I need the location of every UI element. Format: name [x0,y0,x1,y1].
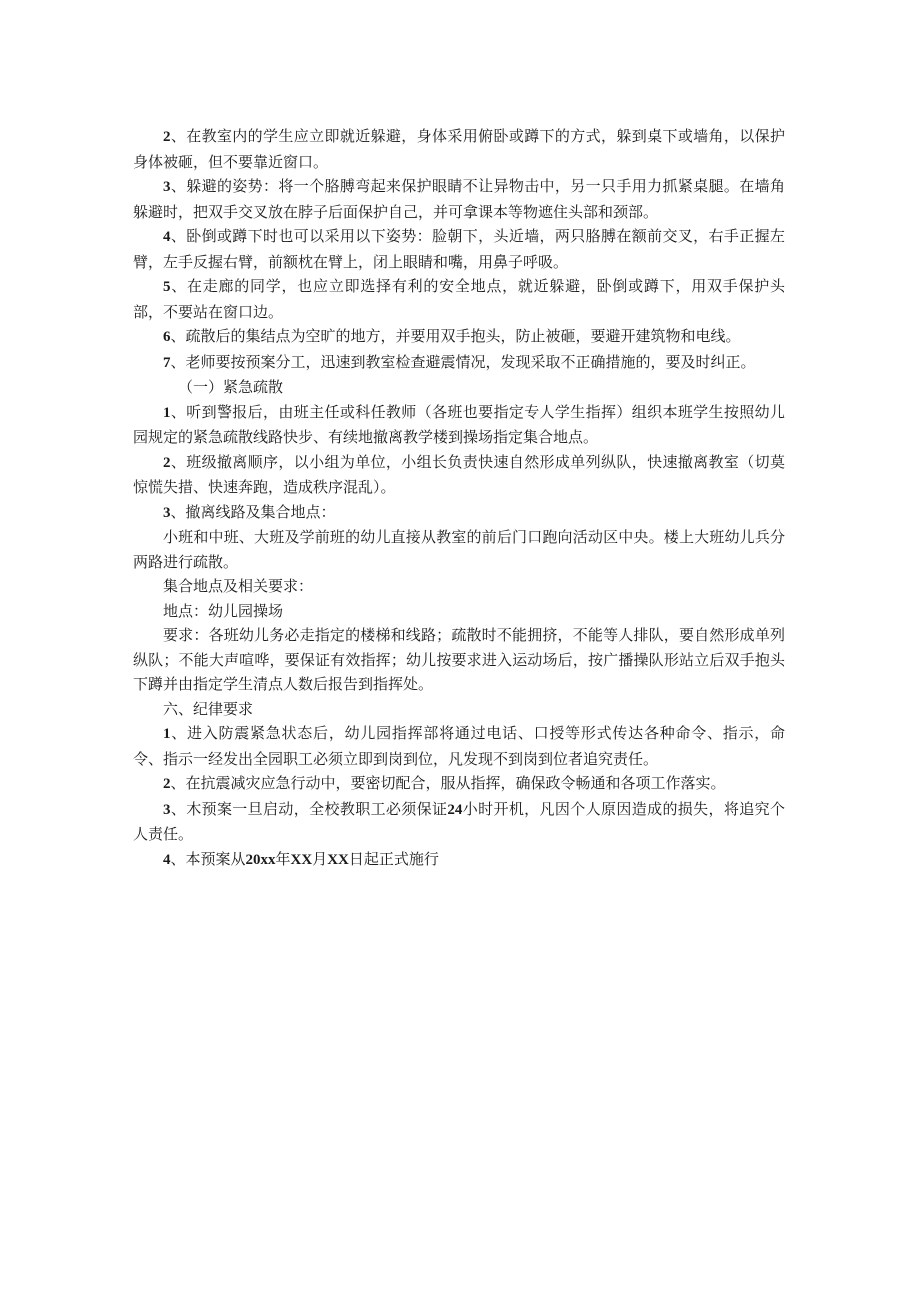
assembly-heading: 集合地点及相关要求： [163,577,314,595]
year-value: 20xx [245,851,276,868]
paragraph-item-6: 6、疏散后的集结点为空旷的地方，并要用双手抱头，防止被砸，要避开建筑物和电线。 [163,327,741,345]
section-heading-evacuation: （一）紧急疏散 [178,378,284,396]
discipline-item-4: 4、本预案从20xx年XX月XX日起正式施行 [163,849,439,868]
document-body [133,124,785,872]
paragraph-item-4: 4、卧倒或蹲下时也可以采用以下姿势：脸朝下，头近墙，两只胳膊在额前交叉，右手正握左臂，左手反握右臂，前额枕在臂上，闭上眼睛和嘴，用鼻子呼吸。 [133,227,785,271]
month-value: XX [290,851,313,868]
requirement-paragraph: 要求：各班幼儿务必走指定的楼梯和线路；疏散时不能拥挤，不能等人排队，要自然形成单列纵队；不能大声喧哗，要保证有效指挥；幼儿按要求进入运动场后，按广播操队形站立后双手抱头下蹲并由指定学生清点人数后报告到指挥处。 [133,626,785,693]
hours-value: 24 [447,801,463,818]
paragraph-item-7: 7、老师要按预案分工，迅速到教室检查避震情况，发现采取不正确措施的，要及时纠正。 [163,352,756,371]
paragraph-item-3: 3、躲避的姿势：将一个胳膊弯起来保护眼睛不让异物击中，另一只手用力抓紧桌腿。在墙角躲避时，把双手交叉放在脖子后面保护自己，并可拿课本等物遮住头部和颈部。 [133,177,785,221]
discipline-item-2: 2、在抗震减灾应急行动中，要密切配合，服从指挥，确保政令畅通和各项工作落实。 [163,774,726,792]
location-line: 地点：幼儿园操场 [163,601,284,620]
paragraph-item-2: 2、在教室内的学生应立即就近躲避，身体采用俯卧或蹲下的方式，躲到桌下或墙角，以保护身体被砸，但不要靠近窗口。 [133,127,785,171]
section-heading-discipline: 六、纪律要求 [163,699,254,718]
route-description: 小班和中班、大班及学前班的幼儿直接从教室的前后门口跑向活动区中央。楼上大班幼儿兵分两路进行疏散。 [133,528,785,571]
day-value: XX [327,851,349,868]
discipline-item-3: 3、木预案一旦启动，全校教职工必须保证24小时开机，凡因个人原因造成的损失，将追究个人责任。 [133,799,785,843]
evac-item-2: 2、班级撤离顺序，以小组为单位，小组长负责快速自然形成单列纵队，快速撤离教室（切莫惊慌失措、快速奔跑，造成秩序混乱）。 [133,452,785,496]
paragraph-item-5: 5、在走廊的同学，也应立即选择有利的安全地点，就近躲避，卧倒或蹲下，用双手保护头部，不要站在窗口边。 [133,277,785,321]
evac-item-1: 1、听到警报后，由班主任或科任教师（各班也要指定专人学生指挥）组织本班学生按照幼儿园规定的紧急疏散线路快步、有续地撤离教学楼到操场指定集合地点。 [133,402,785,446]
evac-item-3: 3、撤离线路及集合地点： [163,502,336,521]
discipline-item-1: 1、进入防震紧急状态后，幼儿园指挥部将通过电话、口授等形式传达各种命令、指示，命令、指示一经发出全园职工必须立即到岗到位，凡发现不到岗到位者追究责任。 [133,724,785,768]
